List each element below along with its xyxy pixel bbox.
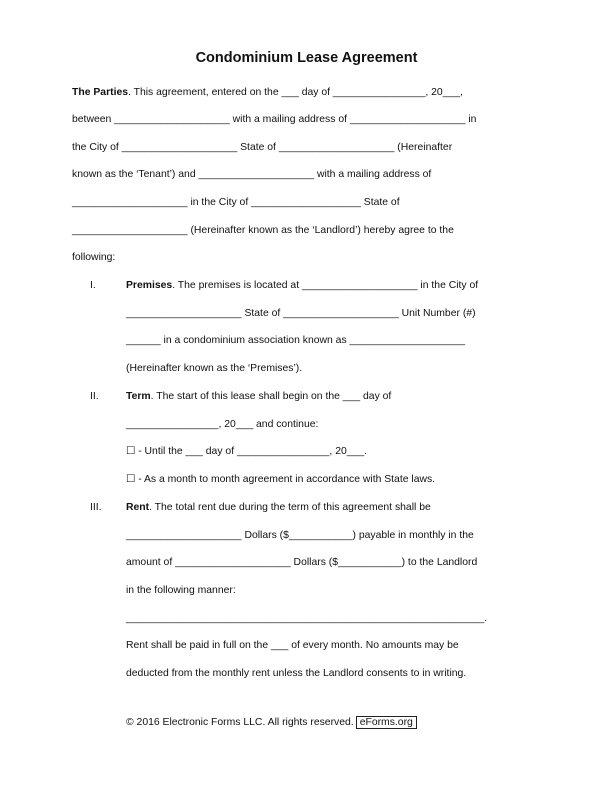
parties-text: . This agreement, entered on the ___ day of ________________, 20___, [128,87,463,98]
footer [126,717,417,728]
parties-line-7: following: [72,252,116,263]
section-3-line-7: deducted from the monthly rent unless the Landlord consents to in writing. [126,668,467,679]
parties-line-2: between ____________________ with a mailing address of ____________________ in [72,114,477,125]
parties-line-1 [72,86,463,99]
parties-label: The Parties [72,87,129,98]
section-2-numeral: II. [90,391,99,402]
section-3-text: . The total rent due during the term of this agreement shall be [149,502,431,513]
section-1-numeral: I. [90,280,96,291]
section-3-heading: Rent [126,502,150,513]
section-3-line-6: Rent shall be paid in full on the ___ of every month. No amounts may be [126,640,459,651]
section-1-line-1 [126,279,478,292]
section-2-heading: Term [126,391,151,402]
section-1-line-2: ____________________ State of ____________________ Unit Number (#) [126,308,476,319]
section-2-checkbox-month-to-month[interactable]: ☐ - As a month to month agreement in accordance with State laws. [126,474,436,485]
section-3-numeral: III. [90,502,102,513]
document-title: Condominium Lease Agreement [195,50,418,66]
copyright-text: © 2016 Electronic Forms LLC. All rights reserved. [126,717,354,728]
parties-line-3: the City of ____________________ State of ____________________ (Hereinafter [72,142,453,153]
parties-line-6: ____________________ (Hereinafter known as the ‘Landlord’) hereby agree to the [72,225,454,236]
section-2-line-2: ________________, 20___ and continue: [126,419,319,430]
section-3-line-3: amount of ____________________ Dollars ($___________) to the Landlord [126,557,478,568]
section-2-line-1 [126,390,391,403]
parties-line-4: known as the ‘Tenant’) and ____________________ with a mailing address of [72,169,432,180]
section-3-line-5: ______________________________________________________________. [126,613,488,624]
parties-line-5: ____________________ in the City of ___________________ State of [72,197,400,208]
section-3-line-1 [126,501,431,514]
section-3-line-4: in the following manner: [126,585,236,596]
section-1-line-3: ______ in a condominium association known as ____________________ [126,335,466,346]
section-1-heading: Premises [126,280,173,291]
section-2-checkbox-until[interactable]: ☐ - Until the ___ day of ________________, 20___. [126,446,367,457]
section-2-text: . The start of this lease shall begin on the ___ day of [150,391,392,402]
eforms-brand-link[interactable]: eForms.org [356,716,417,729]
section-1-line-4: (Hereinafter known as the ‘Premises’). [126,363,303,374]
section-3-line-2: ____________________ Dollars ($___________) payable in monthly in the [126,530,474,541]
section-1-text: . The premises is located at ____________________ in the City of [172,280,479,291]
